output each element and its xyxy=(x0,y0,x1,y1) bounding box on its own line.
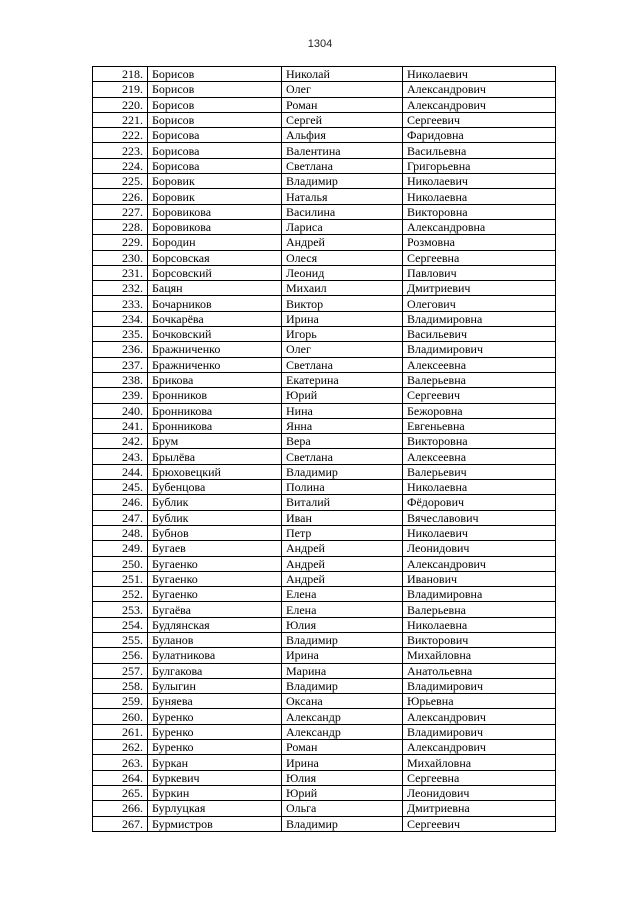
patronymic-cell: Николаевна xyxy=(403,480,556,495)
row-number: 253. xyxy=(93,602,148,617)
table-row xyxy=(93,678,556,693)
table-row xyxy=(93,250,556,265)
row-number: 237. xyxy=(93,357,148,372)
first-name-cell: Светлана xyxy=(282,357,403,372)
patronymic-cell: Валерьевна xyxy=(403,372,556,387)
table-row xyxy=(93,296,556,311)
table-row xyxy=(93,327,556,342)
patronymic-cell: Алексеевна xyxy=(403,357,556,372)
patronymic-cell: Владимирович xyxy=(403,342,556,357)
table-row xyxy=(93,801,556,816)
row-number: 257. xyxy=(93,663,148,678)
row-number: 220. xyxy=(93,97,148,112)
table-row xyxy=(93,785,556,800)
table-row xyxy=(93,342,556,357)
table-row xyxy=(93,632,556,647)
table-row xyxy=(93,235,556,250)
last-name-cell: Бугаев xyxy=(148,541,282,556)
table-row xyxy=(93,740,556,755)
last-name-cell: Булгакова xyxy=(148,663,282,678)
last-name-cell: Бронников xyxy=(148,388,282,403)
last-name-cell: Буренко xyxy=(148,740,282,755)
table-row xyxy=(93,602,556,617)
last-name-cell: Брюховецкий xyxy=(148,464,282,479)
last-name-cell: Бугаенко xyxy=(148,587,282,602)
table-row xyxy=(93,541,556,556)
patronymic-cell: Дмитриевна xyxy=(403,801,556,816)
first-name-cell: Владимир xyxy=(282,174,403,189)
table-row xyxy=(93,525,556,540)
last-name-cell: Борисова xyxy=(148,128,282,143)
row-number: 219. xyxy=(93,82,148,97)
row-number: 231. xyxy=(93,265,148,280)
patronymic-cell: Александрович xyxy=(403,709,556,724)
first-name-cell: Юлия xyxy=(282,770,403,785)
row-number: 247. xyxy=(93,510,148,525)
last-name-cell: Борисов xyxy=(148,82,282,97)
patronymic-cell: Сергеевич xyxy=(403,388,556,403)
table-row xyxy=(93,434,556,449)
last-name-cell: Бурлуцкая xyxy=(148,801,282,816)
row-number: 244. xyxy=(93,464,148,479)
last-name-cell: Бражниченко xyxy=(148,357,282,372)
patronymic-cell: Леонидович xyxy=(403,785,556,800)
patronymic-cell: Павлович xyxy=(403,265,556,280)
row-number: 218. xyxy=(93,67,148,82)
row-number: 256. xyxy=(93,648,148,663)
first-name-cell: Ирина xyxy=(282,311,403,326)
last-name-cell: Бацян xyxy=(148,281,282,296)
patronymic-cell: Дмитриевич xyxy=(403,281,556,296)
row-number: 258. xyxy=(93,678,148,693)
table-row xyxy=(93,480,556,495)
last-name-cell: Бубнов xyxy=(148,525,282,540)
table-row xyxy=(93,403,556,418)
table-row xyxy=(93,112,556,127)
patronymic-cell: Николаевна xyxy=(403,617,556,632)
row-number: 264. xyxy=(93,770,148,785)
patronymic-cell: Валерьевич xyxy=(403,464,556,479)
first-name-cell: Юрий xyxy=(282,785,403,800)
row-number: 265. xyxy=(93,785,148,800)
last-name-cell: Будлянская xyxy=(148,617,282,632)
table-row xyxy=(93,97,556,112)
table-row xyxy=(93,158,556,173)
row-number: 241. xyxy=(93,418,148,433)
first-name-cell: Ирина xyxy=(282,648,403,663)
row-number: 236. xyxy=(93,342,148,357)
table-row xyxy=(93,571,556,586)
patronymic-cell: Николаевич xyxy=(403,67,556,82)
row-number: 238. xyxy=(93,372,148,387)
last-name-cell: Боровик xyxy=(148,174,282,189)
patronymic-cell: Вячеславович xyxy=(403,510,556,525)
patronymic-cell: Юрьевна xyxy=(403,694,556,709)
row-number: 225. xyxy=(93,174,148,189)
first-name-cell: Лариса xyxy=(282,219,403,234)
names-table xyxy=(92,66,556,832)
table-row xyxy=(93,648,556,663)
row-number: 240. xyxy=(93,403,148,418)
row-number: 266. xyxy=(93,801,148,816)
first-name-cell: Александр xyxy=(282,709,403,724)
last-name-cell: Борисов xyxy=(148,112,282,127)
last-name-cell: Бублик xyxy=(148,495,282,510)
table-row xyxy=(93,464,556,479)
first-name-cell: Владимир xyxy=(282,816,403,831)
first-name-cell: Олег xyxy=(282,342,403,357)
patronymic-cell: Сергеевич xyxy=(403,112,556,127)
last-name-cell: Брикова xyxy=(148,372,282,387)
first-name-cell: Роман xyxy=(282,740,403,755)
last-name-cell: Борсовская xyxy=(148,250,282,265)
last-name-cell: Булатникова xyxy=(148,648,282,663)
patronymic-cell: Анатольевна xyxy=(403,663,556,678)
first-name-cell: Владимир xyxy=(282,678,403,693)
patronymic-cell: Васильевич xyxy=(403,327,556,342)
patronymic-cell: Викторович xyxy=(403,632,556,647)
first-name-cell: Андрей xyxy=(282,541,403,556)
first-name-cell: Полина xyxy=(282,480,403,495)
row-number: 251. xyxy=(93,571,148,586)
last-name-cell: Бурмистров xyxy=(148,816,282,831)
last-name-cell: Борисова xyxy=(148,158,282,173)
patronymic-cell: Алексеевна xyxy=(403,449,556,464)
first-name-cell: Владимир xyxy=(282,632,403,647)
patronymic-cell: Фёдорович xyxy=(403,495,556,510)
patronymic-cell: Леонидович xyxy=(403,541,556,556)
first-name-cell: Екатерина xyxy=(282,372,403,387)
row-number: 263. xyxy=(93,755,148,770)
table-row xyxy=(93,770,556,785)
table-row xyxy=(93,357,556,372)
first-name-cell: Янна xyxy=(282,418,403,433)
last-name-cell: Бублик xyxy=(148,510,282,525)
patronymic-cell: Евгеньевна xyxy=(403,418,556,433)
last-name-cell: Булыгин xyxy=(148,678,282,693)
patronymic-cell: Владимировна xyxy=(403,311,556,326)
row-number: 234. xyxy=(93,311,148,326)
row-number: 267. xyxy=(93,816,148,831)
row-number: 246. xyxy=(93,495,148,510)
first-name-cell: Андрей xyxy=(282,556,403,571)
row-number: 232. xyxy=(93,281,148,296)
patronymic-cell: Николаевна xyxy=(403,189,556,204)
table-row xyxy=(93,724,556,739)
row-number: 250. xyxy=(93,556,148,571)
patronymic-cell: Александрович xyxy=(403,556,556,571)
patronymic-cell: Иванович xyxy=(403,571,556,586)
first-name-cell: Ирина xyxy=(282,755,403,770)
names-table-body xyxy=(93,67,556,832)
first-name-cell: Владимир xyxy=(282,464,403,479)
first-name-cell: Виктор xyxy=(282,296,403,311)
last-name-cell: Буренко xyxy=(148,709,282,724)
patronymic-cell: Викторовна xyxy=(403,204,556,219)
row-number: 233. xyxy=(93,296,148,311)
table-row xyxy=(93,265,556,280)
first-name-cell: Нина xyxy=(282,403,403,418)
row-number: 221. xyxy=(93,112,148,127)
page-number: 1304 xyxy=(307,38,333,50)
patronymic-cell: Александрович xyxy=(403,82,556,97)
first-name-cell: Альфия xyxy=(282,128,403,143)
patronymic-cell: Бежоровна xyxy=(403,403,556,418)
first-name-cell: Михаил xyxy=(282,281,403,296)
last-name-cell: Борисов xyxy=(148,67,282,82)
last-name-cell: Бородин xyxy=(148,235,282,250)
table-row xyxy=(93,204,556,219)
patronymic-cell: Владимирович xyxy=(403,724,556,739)
row-number: 245. xyxy=(93,480,148,495)
row-number: 228. xyxy=(93,219,148,234)
table-row xyxy=(93,587,556,602)
last-name-cell: Бражниченко xyxy=(148,342,282,357)
patronymic-cell: Сергеевич xyxy=(403,816,556,831)
table-row xyxy=(93,372,556,387)
row-number: 239. xyxy=(93,388,148,403)
table-row xyxy=(93,281,556,296)
table-row xyxy=(93,663,556,678)
last-name-cell: Борисова xyxy=(148,143,282,158)
last-name-cell: Буренко xyxy=(148,724,282,739)
last-name-cell: Буняева xyxy=(148,694,282,709)
first-name-cell: Петр xyxy=(282,525,403,540)
first-name-cell: Валентина xyxy=(282,143,403,158)
first-name-cell: Елена xyxy=(282,587,403,602)
first-name-cell: Игорь xyxy=(282,327,403,342)
last-name-cell: Брум xyxy=(148,434,282,449)
table-row xyxy=(93,219,556,234)
last-name-cell: Бочковский xyxy=(148,327,282,342)
last-name-cell: Борсовский xyxy=(148,265,282,280)
first-name-cell: Марина xyxy=(282,663,403,678)
patronymic-cell: Владимировна xyxy=(403,587,556,602)
table-row xyxy=(93,311,556,326)
first-name-cell: Андрей xyxy=(282,571,403,586)
patronymic-cell: Олегович xyxy=(403,296,556,311)
patronymic-cell: Валерьевна xyxy=(403,602,556,617)
last-name-cell: Бочкарёва xyxy=(148,311,282,326)
patronymic-cell: Александрович xyxy=(403,740,556,755)
patronymic-cell: Григорьевна xyxy=(403,158,556,173)
last-name-cell: Буланов xyxy=(148,632,282,647)
table-row xyxy=(93,143,556,158)
last-name-cell: Бубенцова xyxy=(148,480,282,495)
first-name-cell: Юлия xyxy=(282,617,403,632)
last-name-cell: Буркин xyxy=(148,785,282,800)
first-name-cell: Светлана xyxy=(282,449,403,464)
last-name-cell: Бронникова xyxy=(148,403,282,418)
last-name-cell: Борисов xyxy=(148,97,282,112)
row-number: 226. xyxy=(93,189,148,204)
table-row xyxy=(93,388,556,403)
last-name-cell: Буркан xyxy=(148,755,282,770)
first-name-cell: Виталий xyxy=(282,495,403,510)
first-name-cell: Ольга xyxy=(282,801,403,816)
table-row xyxy=(93,418,556,433)
table-row xyxy=(93,174,556,189)
patronymic-cell: Викторовна xyxy=(403,434,556,449)
last-name-cell: Буркевич xyxy=(148,770,282,785)
first-name-cell: Роман xyxy=(282,97,403,112)
row-number: 252. xyxy=(93,587,148,602)
table-row xyxy=(93,755,556,770)
row-number: 248. xyxy=(93,525,148,540)
first-name-cell: Олег xyxy=(282,82,403,97)
row-number: 259. xyxy=(93,694,148,709)
row-number: 230. xyxy=(93,250,148,265)
patronymic-cell: Михайловна xyxy=(403,755,556,770)
first-name-cell: Вера xyxy=(282,434,403,449)
first-name-cell: Юрий xyxy=(282,388,403,403)
row-number: 222. xyxy=(93,128,148,143)
last-name-cell: Бочарников xyxy=(148,296,282,311)
row-number: 235. xyxy=(93,327,148,342)
table-row xyxy=(93,82,556,97)
first-name-cell: Николай xyxy=(282,67,403,82)
row-number: 262. xyxy=(93,740,148,755)
table-row xyxy=(93,694,556,709)
last-name-cell: Брылёва xyxy=(148,449,282,464)
patronymic-cell: Васильевна xyxy=(403,143,556,158)
row-number: 249. xyxy=(93,541,148,556)
last-name-cell: Бугаенко xyxy=(148,571,282,586)
patronymic-cell: Александрович xyxy=(403,97,556,112)
last-name-cell: Боровикова xyxy=(148,219,282,234)
table-row xyxy=(93,67,556,82)
patronymic-cell: Николаевич xyxy=(403,174,556,189)
row-number: 242. xyxy=(93,434,148,449)
first-name-cell: Иван xyxy=(282,510,403,525)
row-number: 261. xyxy=(93,724,148,739)
table-row xyxy=(93,709,556,724)
first-name-cell: Леонид xyxy=(282,265,403,280)
last-name-cell: Бугаёва xyxy=(148,602,282,617)
first-name-cell: Александр xyxy=(282,724,403,739)
patronymic-cell: Николаевич xyxy=(403,525,556,540)
patronymic-cell: Сергеевна xyxy=(403,770,556,785)
first-name-cell: Наталья xyxy=(282,189,403,204)
last-name-cell: Боровик xyxy=(148,189,282,204)
last-name-cell: Бронникова xyxy=(148,418,282,433)
row-number: 254. xyxy=(93,617,148,632)
row-number: 223. xyxy=(93,143,148,158)
row-number: 243. xyxy=(93,449,148,464)
row-number: 224. xyxy=(93,158,148,173)
patronymic-cell: Михайловна xyxy=(403,648,556,663)
row-number: 255. xyxy=(93,632,148,647)
patronymic-cell: Розмовна xyxy=(403,235,556,250)
last-name-cell: Бугаенко xyxy=(148,556,282,571)
first-name-cell: Елена xyxy=(282,602,403,617)
first-name-cell: Андрей xyxy=(282,235,403,250)
first-name-cell: Оксана xyxy=(282,694,403,709)
patronymic-cell: Сергеевна xyxy=(403,250,556,265)
table-row xyxy=(93,816,556,831)
first-name-cell: Сергей xyxy=(282,112,403,127)
row-number: 229. xyxy=(93,235,148,250)
table-row xyxy=(93,556,556,571)
first-name-cell: Светлана xyxy=(282,158,403,173)
table-row xyxy=(93,510,556,525)
first-name-cell: Василина xyxy=(282,204,403,219)
row-number: 227. xyxy=(93,204,148,219)
patronymic-cell: Александровна xyxy=(403,219,556,234)
row-number: 260. xyxy=(93,709,148,724)
table-row xyxy=(93,128,556,143)
table-row xyxy=(93,617,556,632)
last-name-cell: Боровикова xyxy=(148,204,282,219)
patronymic-cell: Владимирович xyxy=(403,678,556,693)
table-row xyxy=(93,449,556,464)
patronymic-cell: Фаридовна xyxy=(403,128,556,143)
table-row xyxy=(93,495,556,510)
first-name-cell: Олеся xyxy=(282,250,403,265)
table-row xyxy=(93,189,556,204)
